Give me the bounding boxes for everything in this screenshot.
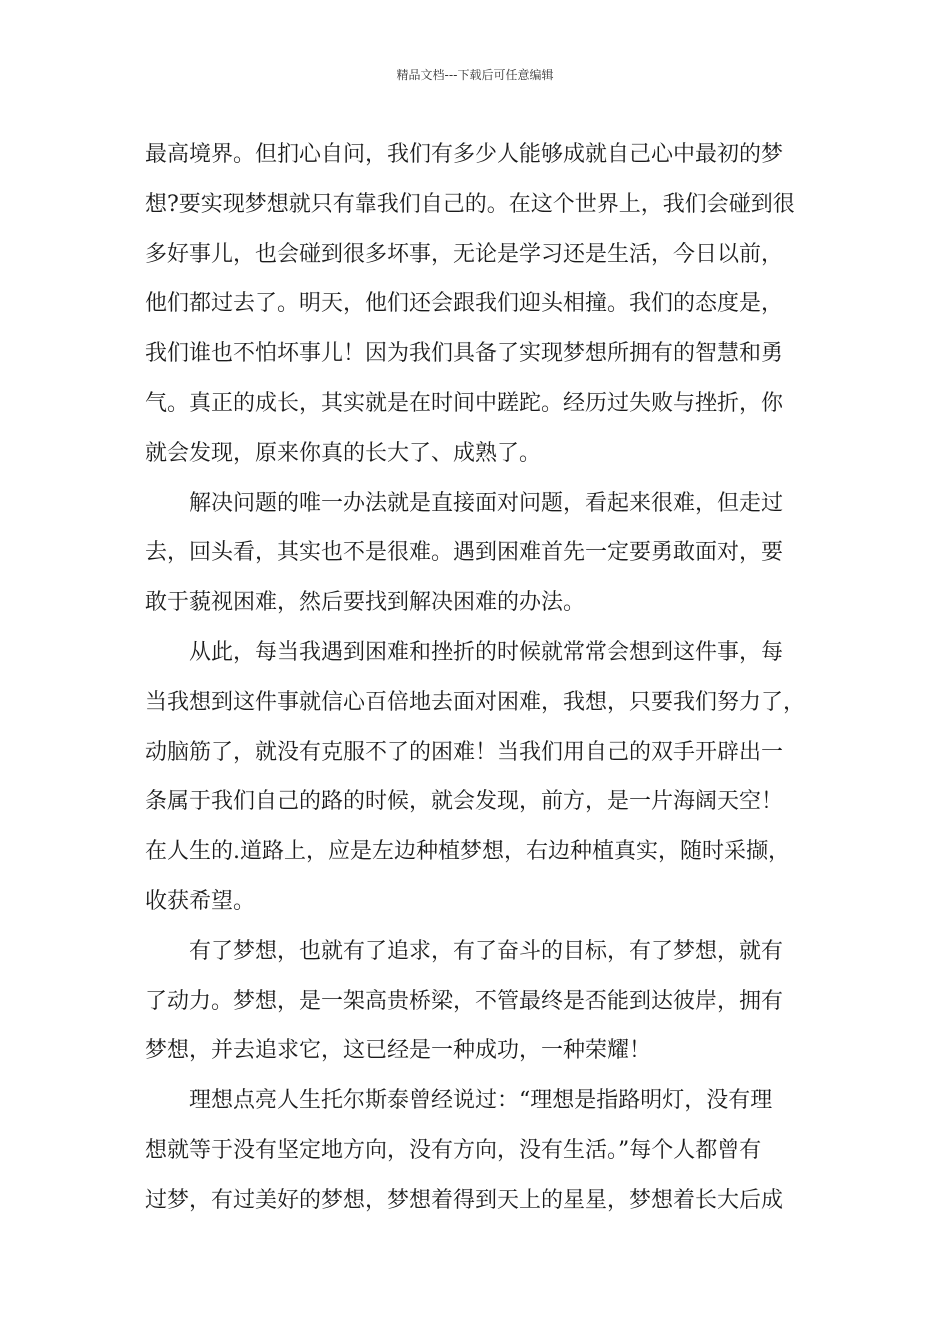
text-line: 想就等于没有坚定地方向，没有方向，没有生活。”每个人都曾有: [145, 1137, 762, 1163]
text-line: 动脑筋了，就没有克服不了的困难！当我们用自己的双手开辟出一: [145, 739, 784, 765]
text-line: 在人生的.道路上，应是左边种植梦想，右边种植真实，随时采撷，: [145, 839, 790, 865]
text-line: 多好事儿，也会碰到很多坏事，无论是学习还是生活，今日以前，: [145, 241, 784, 267]
text-line: 收获希望。: [145, 888, 256, 914]
text-line: 理想点亮人生托尔斯泰曾经说过：“理想是指路明灯，没有理: [189, 1088, 773, 1114]
text-line: 去，回头看，其实也不是很难。遇到困难首先一定要勇敢面对，要: [145, 540, 784, 566]
text-line: 我们谁也不怕坏事儿！因为我们具备了实现梦想所拥有的智慧和勇: [145, 341, 784, 367]
text-line: 当我想到这件事就信心百倍地去面对困难，我想，只要我们努力了，: [145, 689, 806, 715]
text-line: 梦想，并去追求它，这已经是一种成功，一种荣耀！: [145, 1038, 652, 1064]
document-body: [145, 130, 835, 1226]
text-line: 条属于我们自己的路的时候，就会发现，前方，是一片海阔天空！: [145, 789, 784, 815]
text-line: 最高境界。但扪心自问，我们有多少人能够成就自己心中最初的梦: [145, 142, 784, 167]
text-line: 敢于藐视困难，然后要找到解决困难的办法。: [145, 590, 586, 616]
text-line: 过梦，有过美好的梦想，梦想着得到天上的星星，梦想着长大后成: [145, 1187, 784, 1213]
text-line: 就会发现，原来你真的长大了、成熟了。: [145, 440, 542, 466]
text-line: 从此，每当我遇到困难和挫折的时候就常常会想到这件事，每: [189, 639, 784, 665]
text-line: 气。真正的成长，其实就是在时间中蹉跎。经历过失败与挫折，你: [145, 390, 784, 416]
text-line: 他们都过去了。明天，他们还会跟我们迎头相撞。我们的态度是，: [145, 291, 784, 317]
text-line: 解决问题的唯一办法就是直接面对问题，看起来很难，但走过: [189, 490, 784, 516]
text-line: 有了梦想，也就有了追求，有了奋斗的目标，有了梦想，就有: [189, 938, 784, 964]
page-header: 精品文档---下载后可任意编辑: [396, 68, 554, 82]
text-line: 了动力。梦想，是一架高贵桥梁，不管最终是否能到达彼岸，拥有: [145, 988, 784, 1014]
text-line: 想?要实现梦想就只有靠我们自己的。在这个世界上，我们会碰到很: [145, 191, 795, 217]
